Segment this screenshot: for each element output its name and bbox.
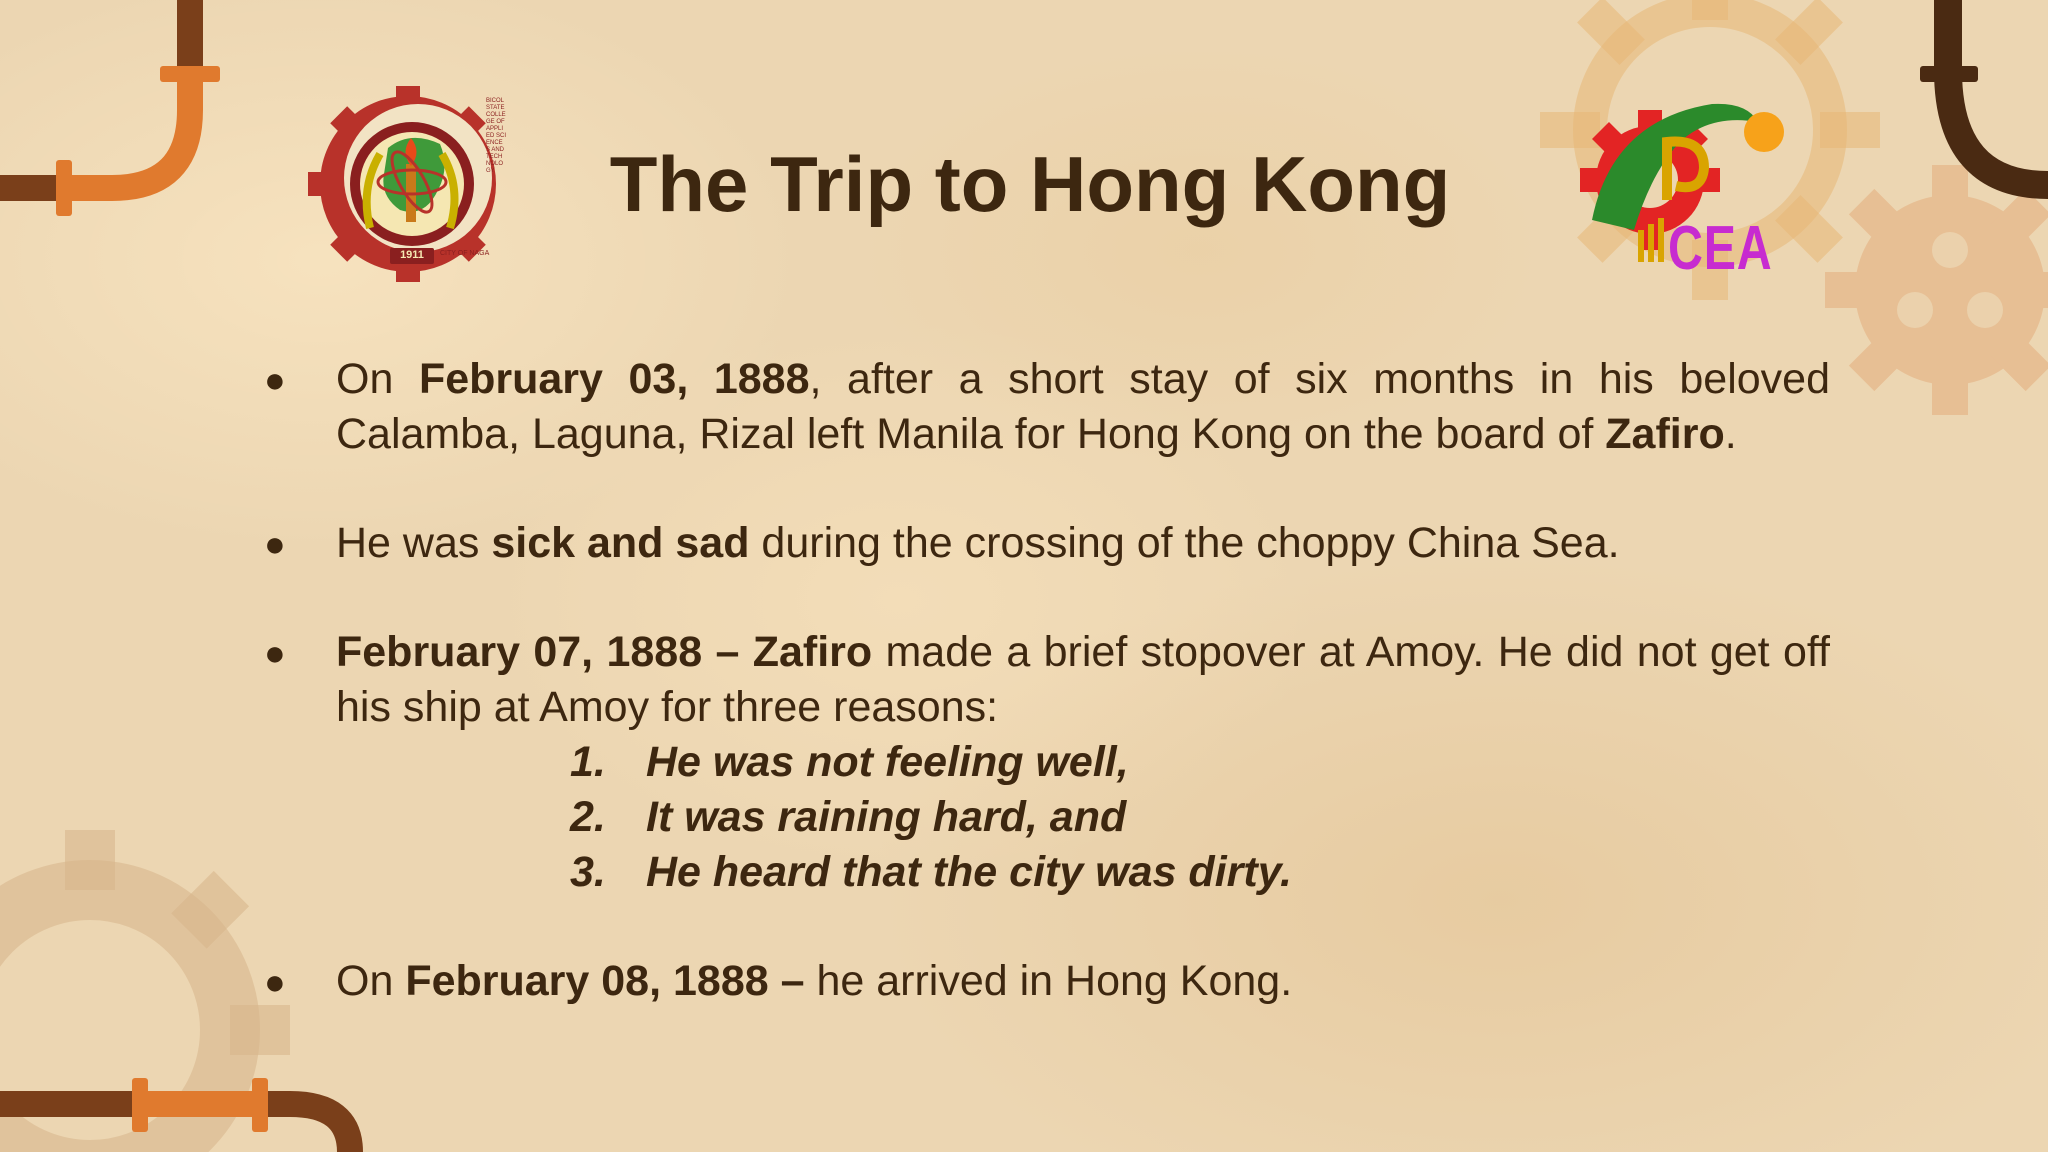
bullet-item-3 [260, 625, 1830, 735]
college-seal-year: 1911 [400, 249, 424, 261]
bullet-item-4 [260, 954, 1830, 1009]
reason-item-1 [570, 735, 1830, 790]
bullet-4-text-1: On [336, 957, 406, 1005]
reason-number: 1. [570, 738, 606, 786]
reason-number: 2. [570, 793, 606, 841]
pipe-decoration-bottom-left-icon [0, 1060, 380, 1152]
reason-text: He heard that the city was dirty. [646, 848, 1292, 896]
bullet-4-date: February 08, 1888 – [405, 957, 805, 1005]
bullet-1-ship-name: Zafiro [1605, 410, 1725, 458]
bullet-list [260, 352, 1830, 1009]
bullet-2-text-2: during the crossing of the choppy China Sea. [749, 519, 1620, 567]
bullet-dot-icon: ● [264, 632, 286, 673]
college-seal-ring-text: BICOL STATE COLLEGE OF APPLIED SCIENCES AND TECHNOLOGY [486, 98, 507, 174]
college-seal-city-text: CITY OF NAGA [440, 250, 490, 257]
reason-text: He was not feeling well, [646, 738, 1129, 786]
slide-title: The Trip to Hong Kong [609, 140, 1451, 228]
bullet-dot-icon: ● [264, 359, 286, 400]
bullet-dot-icon: ● [264, 961, 286, 1002]
reason-text: It was raining hard, and [646, 793, 1127, 841]
bullet-1-date: February 03, 1888 [418, 355, 810, 403]
bullet-dot-icon: ● [264, 523, 286, 564]
bullet-2-emphasis: sick and sad [491, 519, 750, 567]
pipe-decoration-top-left-icon [0, 0, 230, 220]
bullet-2-text-1: He was [336, 519, 492, 567]
pipe-decoration-top-right-icon [1900, 0, 2048, 210]
reason-item-3 [570, 845, 1830, 900]
bullet-1-text-1: On [336, 355, 419, 403]
bullet-4-text-2: he arrived in Hong Kong. [804, 957, 1293, 1005]
reason-number: 3. [570, 848, 606, 896]
reason-item-2 [570, 790, 1830, 845]
bullet-1-text-2: , after a short stay of six months in his beloved Calamba, Laguna, Rizal left Manila for Hong Kong on the board of [336, 355, 1830, 458]
cea-logo-text: CEA [1668, 214, 1773, 283]
reasons-list [260, 735, 1830, 900]
bullet-1-text-3: . [1724, 410, 1737, 458]
bullet-3-text-1: made a brief stopover at Amoy. He did not get off his ship at Amoy for three reasons: [336, 628, 1830, 731]
bullet-3-date: February 07, 1888 – Zafiro [336, 628, 873, 676]
bullet-item-2 [260, 516, 1830, 571]
bullet-item-1 [260, 352, 1830, 462]
